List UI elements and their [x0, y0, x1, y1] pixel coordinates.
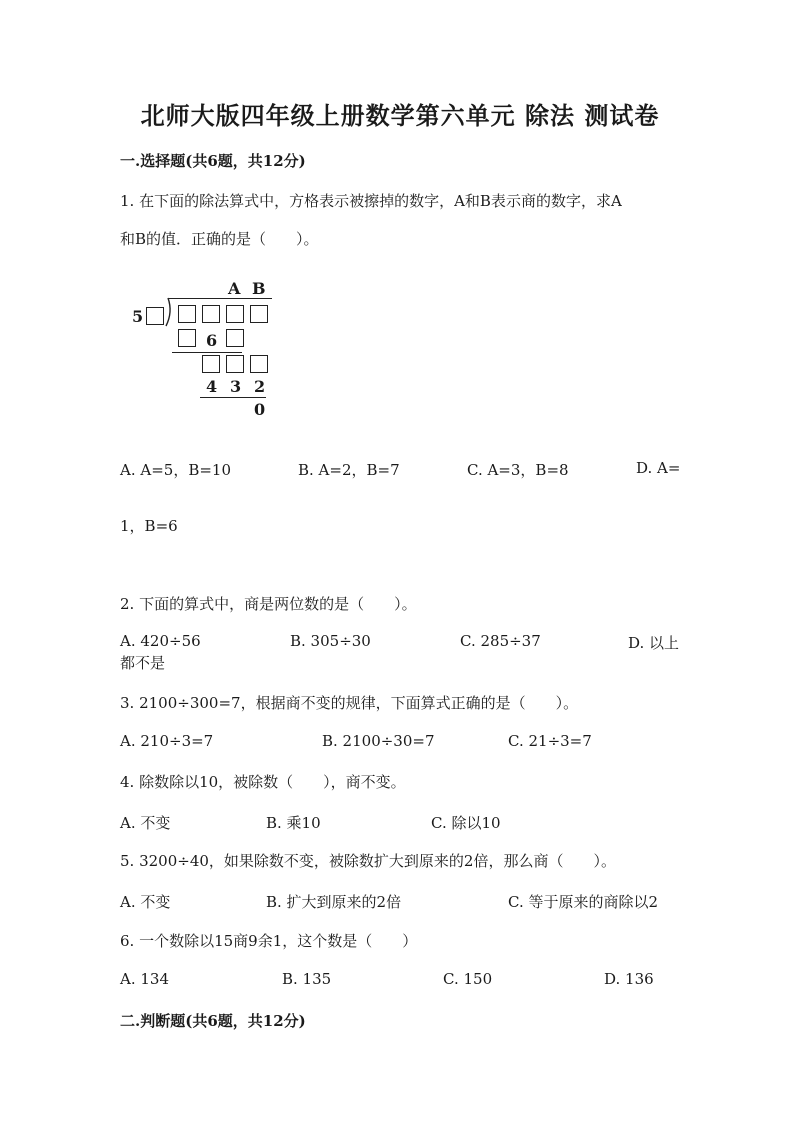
- erased-digit-box: [226, 355, 244, 373]
- section-heading-true-false: 二.判断题(共6题，共12分): [120, 1012, 306, 1030]
- quotient-digit-b: B: [252, 279, 266, 298]
- partial-product-digit: 6: [206, 331, 218, 350]
- q5-option-b[interactable]: B. 扩大到原来的2倍: [266, 893, 402, 911]
- erased-digit-box: [250, 355, 268, 373]
- erased-digit-box: [226, 329, 244, 347]
- question-1-text-line2: 和B的值．正确的是（ ）。: [120, 230, 319, 248]
- question-5-text: 5. 3200÷40，如果除数不变，被除数扩大到原来的2倍，那么商（ ）。: [120, 852, 616, 870]
- question-1-text-line1: 1. 在下面的除法算式中，方格表示被擦掉的数字，A和B表示商的数字，求A: [120, 192, 622, 210]
- partial-product-digit: 2: [254, 377, 266, 396]
- page-title: 北师大版四年级上册数学第六单元 除法 测试卷: [140, 101, 660, 130]
- section-heading-choice: 一.选择题(共6题，共12分): [120, 152, 306, 170]
- erased-digit-box: [178, 305, 196, 323]
- erased-digit-box: [202, 355, 220, 373]
- partial-product-digit: 4: [206, 377, 218, 396]
- erased-digit-box: [250, 305, 268, 323]
- erased-digit-box: [146, 307, 164, 325]
- q6-option-d[interactable]: D. 136: [604, 970, 654, 988]
- question-4-text: 4. 除数除以10，被除数（ ），商不变。: [120, 773, 406, 791]
- partial-product-digit: 3: [230, 377, 242, 396]
- division-bracket: [164, 297, 174, 327]
- division-bar: [168, 298, 272, 299]
- q1-option-a[interactable]: A. A=5，B=10: [120, 461, 231, 479]
- q1-option-d[interactable]: D. A=: [636, 459, 681, 477]
- q2-option-b[interactable]: B. 305÷30: [290, 632, 371, 650]
- q3-option-c[interactable]: C. 21÷3=7: [508, 732, 592, 750]
- q6-option-b[interactable]: B. 135: [282, 970, 332, 988]
- q2-option-d-continued: 都不是: [120, 654, 166, 672]
- q3-option-a[interactable]: A. 210÷3=7: [120, 732, 214, 750]
- subtraction-line: [200, 397, 266, 398]
- quotient-digit-a: A: [228, 279, 241, 298]
- q4-option-b[interactable]: B. 乘10: [266, 814, 321, 832]
- question-2-text: 2. 下面的算式中，商是两位数的是（ ）。: [120, 595, 417, 613]
- q4-option-c[interactable]: C. 除以10: [431, 814, 501, 832]
- divisor-digit: 5: [132, 307, 144, 326]
- remainder-digit: 0: [254, 400, 266, 419]
- q6-option-a[interactable]: A. 134: [120, 970, 169, 988]
- erased-digit-box: [226, 305, 244, 323]
- subtraction-line: [172, 352, 242, 353]
- q5-option-a[interactable]: A. 不变: [120, 893, 171, 911]
- erased-digit-box: [202, 305, 220, 323]
- q2-option-c[interactable]: C. 285÷37: [460, 632, 541, 650]
- question-6-text: 6. 一个数除以15商9余1，这个数是（ ）: [120, 932, 418, 950]
- q1-option-c[interactable]: C. A=3，B=8: [467, 461, 569, 479]
- q3-option-b[interactable]: B. 2100÷30=7: [322, 732, 435, 750]
- q1-option-b[interactable]: B. A=2，B=7: [298, 461, 400, 479]
- q5-option-c[interactable]: C. 等于原来的商除以2: [508, 893, 659, 911]
- q2-option-a[interactable]: A. 420÷56: [120, 632, 201, 650]
- long-division-figure: [128, 276, 288, 426]
- erased-digit-box: [178, 329, 196, 347]
- question-3-text: 3. 2100÷300=7，根据商不变的规律，下面算式正确的是（ ）。: [120, 694, 579, 712]
- q4-option-a[interactable]: A. 不变: [120, 814, 171, 832]
- q6-option-c[interactable]: C. 150: [443, 970, 493, 988]
- q2-option-d[interactable]: D. 以上: [628, 634, 680, 652]
- q1-option-d-continued: 1，B=6: [120, 517, 178, 535]
